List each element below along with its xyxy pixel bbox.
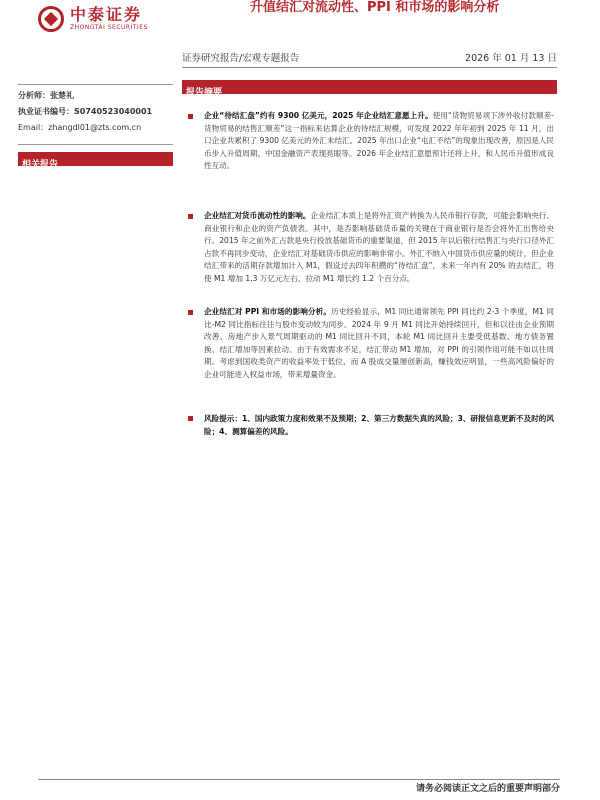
related-reports-header bbox=[18, 152, 173, 170]
summary-paragraph-3 bbox=[188, 306, 554, 382]
paragraph-1-lead: 企业“待结汇盘”约有 9300 亿美元，2025 年企业结汇意愿上升。 bbox=[204, 111, 433, 120]
report-title: 升值结汇对流动性、PPI 和市场的影响分析 bbox=[250, 0, 500, 15]
cert-line bbox=[18, 104, 173, 120]
paragraph-1-body: 使用“货物贸易项下涉外收付款顺差-货物贸易的结售汇顺差”这一指标来估算企业的待结汇规模，可发现 2022 年年初到 2025 年 11 月，出口企业共累积了 9300 亿美元的外汇未结汇。2025 年出口企业“屯汇不结”的现象出现改善，原因是人民币步入升值周期、中国金融资产表现亮眼等。2026 年企业结汇意愿预计还将上升，和人民币升值形成良性互动。 bbox=[204, 111, 554, 171]
analyst-label: 分析师： bbox=[18, 91, 50, 100]
sidebar-top-divider bbox=[18, 84, 173, 85]
cert-number: S0740523040001 bbox=[74, 107, 153, 116]
risk-warning-text: 风险提示：1、国内政策力度和效果不及预期；2、第三方数据失真的风险；3、研报信息更新不及时的风险；4、测算偏差的风险。 bbox=[204, 414, 554, 436]
report-type: 证券研究报告/宏观专题报告 bbox=[182, 53, 300, 64]
header-divider bbox=[182, 67, 557, 68]
summary-paragraph-2 bbox=[188, 210, 554, 286]
email-line bbox=[18, 120, 173, 136]
cert-label: 执业证书编号： bbox=[18, 107, 74, 116]
company-logo bbox=[38, 6, 148, 32]
footer-disclaimer: 请务必阅读正文之后的重要声明部分 bbox=[415, 784, 560, 794]
logo-mark-icon bbox=[38, 6, 64, 32]
footer-divider bbox=[38, 779, 560, 780]
analyst-line bbox=[18, 88, 173, 104]
logo-en-text: ZHONGTAI SECURITIES bbox=[70, 24, 148, 31]
summary-label: 报告摘要 bbox=[186, 88, 223, 98]
email-address[interactable]: zhangdl01@zts.com.cn bbox=[48, 123, 142, 132]
summary-paragraph-1 bbox=[188, 110, 554, 173]
paragraph-2-lead: 企业结汇对货币流动性的影响。 bbox=[204, 211, 311, 220]
risk-warning bbox=[188, 412, 554, 438]
sidebar-mid-divider bbox=[18, 144, 173, 145]
logo-cn-text: 中泰证券 bbox=[70, 5, 143, 24]
paragraph-3-lead: 企业结汇对 PPI 和市场的影响分析。 bbox=[204, 307, 332, 316]
analyst-info bbox=[18, 88, 173, 136]
paragraph-3-body: 历史经验显示，M1 同比通常领先 PPI 同比约 2-3 个季度，M1 同比-M2 同比指标往往与股市变动较为同步。2024 年 9 月 M1 同比开始持续回升，但和以往由企业预期改善、房地产步入景气周期驱动的 M1 同比回升不同，本轮 M1 同比回升主要受低基数、地方债务置换、结汇增加等因素拉动。由于有效需求不足，结汇带动 M1 增加，对 PPI 的引领作用可能不如以往周期。考虑到国收类资产的收益率处于低位，而 A 股成交量屡创新高，赚钱效应明显，一些高风险偏好的企业可能进入权益市场，带来增量资金。 bbox=[204, 307, 554, 379]
paragraph-2-body: 企业结汇本质上是将外汇资产转换为人民币银行存款，可能会影响央行、商业银行和企业的资产负债表。其中，是否影响基础货币量的关键在于商业银行是否会将外汇出售给央行。2015 年之前外汇占款是央行投放基础货币的重要渠道，但 2015 年以后银行结售汇与央行口径外汇占款不再同步变动，企业结汇对基础货币供应的影响非常小。外汇不纳入中国货币供应量的统计，但企业结汇带来的活期存款增加计入 M1，假设过去四年积攒的“待结汇盘”，未来一年内有 20% 的去结汇，将使 M1 增加 1.3 万亿元左右，拉动 M1 增长约 1.2 个百分点。 bbox=[204, 211, 555, 283]
email-label: Email： bbox=[18, 123, 49, 132]
report-date: 2026 年 01 月 13 日 bbox=[465, 53, 557, 64]
summary-header bbox=[182, 80, 557, 98]
analyst-name: 张楚礼 bbox=[50, 91, 74, 100]
related-reports-label: 相关报告 bbox=[22, 160, 59, 170]
